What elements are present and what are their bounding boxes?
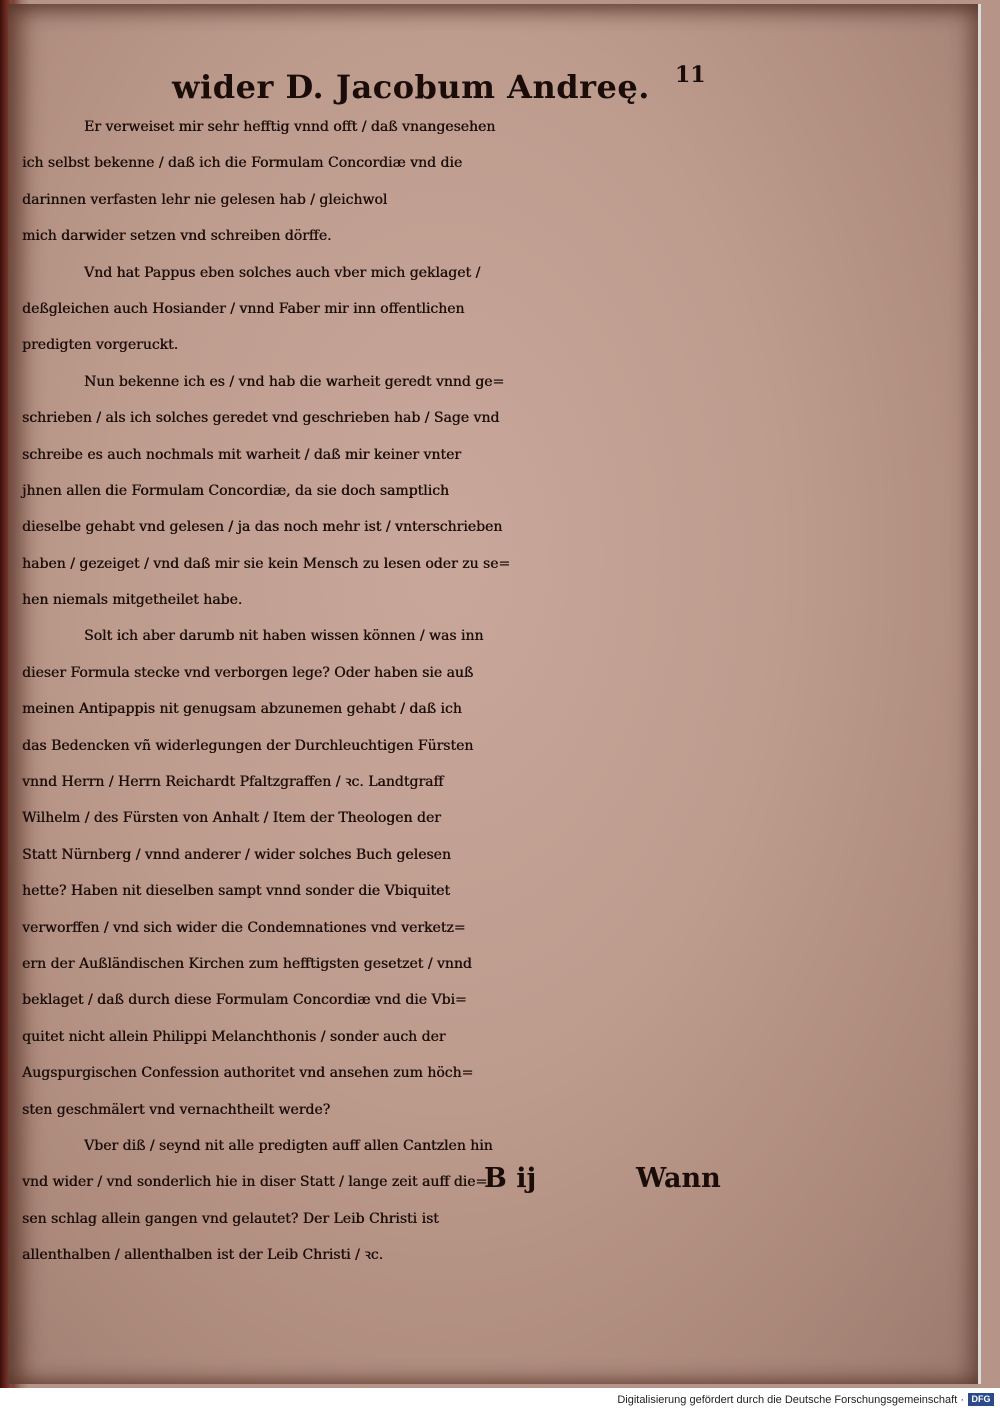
text-line: Solt ich aber darumb nit haben wissen können / was inn [84,628,484,645]
text-line: ich selbst bekenne / daß ich die Formulam Concordiæ vnd die [22,155,463,172]
text-line: dieselbe gehabt vnd gelesen / ja das noch mehr ist / vnterschrieben [22,519,503,536]
text-line: mich darwider setzen vnd schreiben dörffe. [22,228,332,245]
text-line: beklaget / daß durch diese Formulam Concordiæ vnd die Vbi= [22,992,467,1009]
text-line: vnd wider / vnd sonderlich hie in diser Statt / lange zeit auff die= [22,1174,488,1191]
footer-bar [0,1388,1000,1413]
text-line: quitet nicht allein Philippi Melanchthonis / sonder auch der [22,1028,446,1045]
text-line: predigten vorgeruckt. [22,337,179,354]
text-line: sten geschmälert vnd vernachtheilt werde? [22,1101,331,1118]
text-line: deßgleichen auch Hosiander / vnnd Faber mir inn offentlichen [22,300,465,317]
signature-mark: B ij [484,1163,537,1194]
text-line: dieser Formula stecke vnd verborgen lege? Oder haben sie auß [22,664,474,681]
dfg-logo: DFG [968,1393,994,1406]
text-line: Statt Nürnberg / vnnd anderer / wider solches Buch gelesen [22,846,451,863]
text-line: allenthalben / allenthalben ist der Leib Christi / ꝛc. [22,1247,384,1264]
text-line: vnnd Herrn / Herrn Reichardt Pfaltzgraffen / ꝛc. Landtgraff [22,774,444,791]
text-line: meinen Antipappis nit genugsam abzunemen gehabt / daß ich [22,701,462,718]
text-line: Vnd hat Pappus eben solches auch vber mich geklaget / [84,264,481,281]
text-line: schreibe es auch nochmals mit warheit / daß mir keiner vnter [22,446,461,463]
text-line: Wilhelm / des Fürsten von Anhalt / Item der Theologen der [22,810,441,827]
text-line: sen schlag allein gangen vnd gelautet? Der Leib Christi ist [22,1210,439,1227]
text-line: schrieben / als ich solches geredet vnd geschrieben hab / Sage vnd [22,410,500,427]
text-line: darinnen verfasten lehr nie gelesen hab / gleichwol [22,191,388,208]
text-line: Vber diß / seynd nit alle predigten auff allen Cantzlen hin [84,1137,493,1154]
text-line: Augspurgischen Confession authoritet vnd ansehen zum höch= [22,1065,474,1082]
text-line: haben / gezeiget / vnd daß mir sie kein Mensch zu lesen oder zu se= [22,555,511,572]
text-line: verworffen / vnd sich wider die Condemnationes vnd verketz= [22,919,466,936]
text-line: hen niemals mitgetheilet habe. [22,592,243,609]
funding-credit: Digitalisierung gefördert durch die Deutsche Forschungsgemeinschaft · [617,1394,964,1406]
page-number: 11 [675,62,706,88]
running-head: wider D. Jacobum Andreę. [172,68,650,106]
body-text [22,109,722,1274]
text-line: Er verweiset mir sehr hefftig vnnd offt / daß vnangesehen [84,119,496,135]
text-line: Nun bekenne ich es / vnd hab die warheit geredt vnnd ge= [84,373,505,390]
text-line: das Bedencken vñ widerlegungen der Durchleuchtigen Fürsten [22,737,474,754]
text-line: ern der Außländischen Kirchen zum hefftigsten gesetzet / vnnd [22,955,472,972]
text-line: jhnen allen die Formulam Concordiæ, da sie doch samptlich [22,482,449,499]
text-line: hette? Haben nit dieselben sampt vnnd sonder die Vbiquitet [22,883,450,900]
catchword: Wann [636,1163,721,1194]
